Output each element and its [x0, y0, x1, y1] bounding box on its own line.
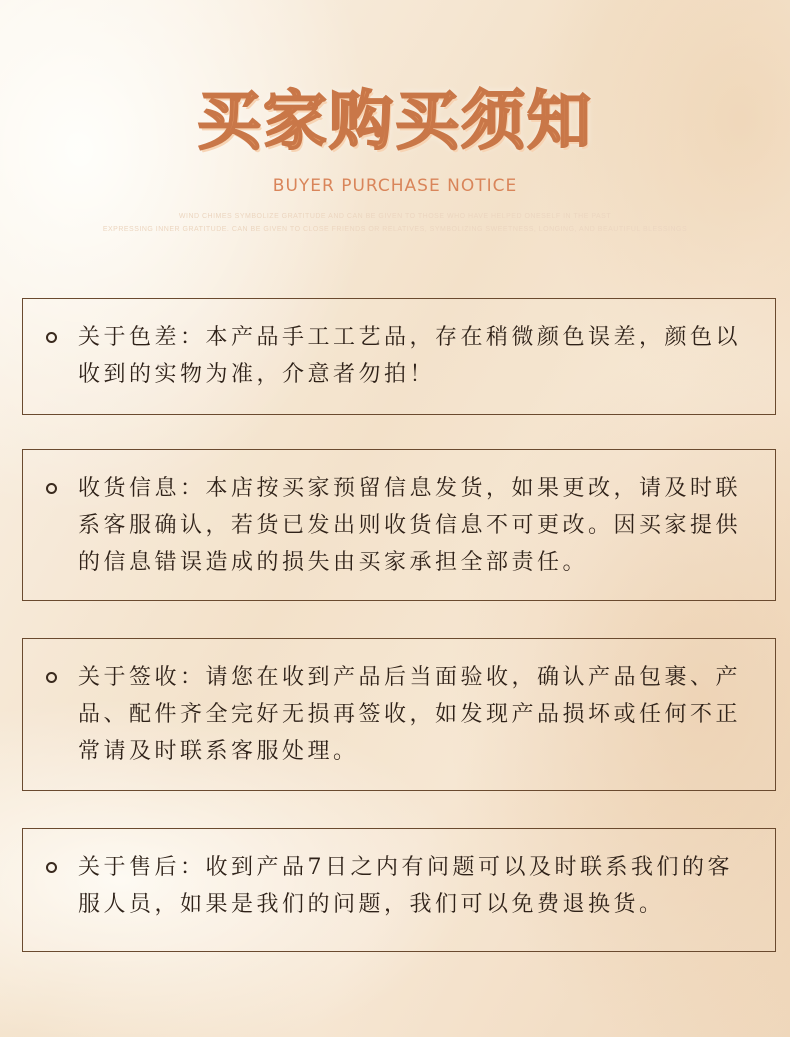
- notice-text: 关于签收：请您在收到产品后当面验收，确认产品包裹、产品、配件齐全完好无损再签收，如发现产品损坏或任何不正常请及时联系客服处理。: [78, 665, 742, 764]
- notice-card-shipping-info: [22, 449, 776, 601]
- circle-bullet-icon: [46, 672, 57, 683]
- notice-card-color-difference: [22, 298, 776, 415]
- page-subtitle: BUYER PURCHASE NOTICE: [272, 176, 518, 196]
- page-title: 买家购买须知: [197, 85, 593, 159]
- fine-print-line-2: EXPRESSING INNER GRATITUDE. CAN BE GIVEN TO CLOSE FRIENDS OR RELATIVES, SYMBOLIZING SWEETNESS, LONGING, AND BEAUTIFUL BLESSINGS: [102, 226, 688, 233]
- notice-text: 收货信息：本店按买家预留信息发货，如果更改，请及时联系客服确认，若货已发出则收货信息不可更改。因买家提供的信息错误造成的损失由买家承担全部责任。: [78, 476, 742, 575]
- notice-text: 关于色差：本产品手工工艺品，存在稍微颜色误差，颜色以收到的实物为准，介意者勿拍！: [78, 325, 742, 387]
- notice-card-after-sales: [22, 828, 776, 952]
- circle-bullet-icon: [46, 862, 57, 873]
- fine-print-line-1: WIND CHIMES SYMBOLIZE GRATITUDE AND CAN BE GIVEN TO THOSE WHO HAVE HELPED ONESELF IN THE PAST: [178, 213, 612, 220]
- notice-card-signing: [22, 638, 776, 791]
- circle-bullet-icon: [46, 483, 57, 494]
- notice-text: 关于售后：收到产品7日之内有问题可以及时联系我们的客服人员，如果是我们的问题，我们可以免费退换货。: [78, 855, 733, 917]
- circle-bullet-icon: [46, 332, 57, 343]
